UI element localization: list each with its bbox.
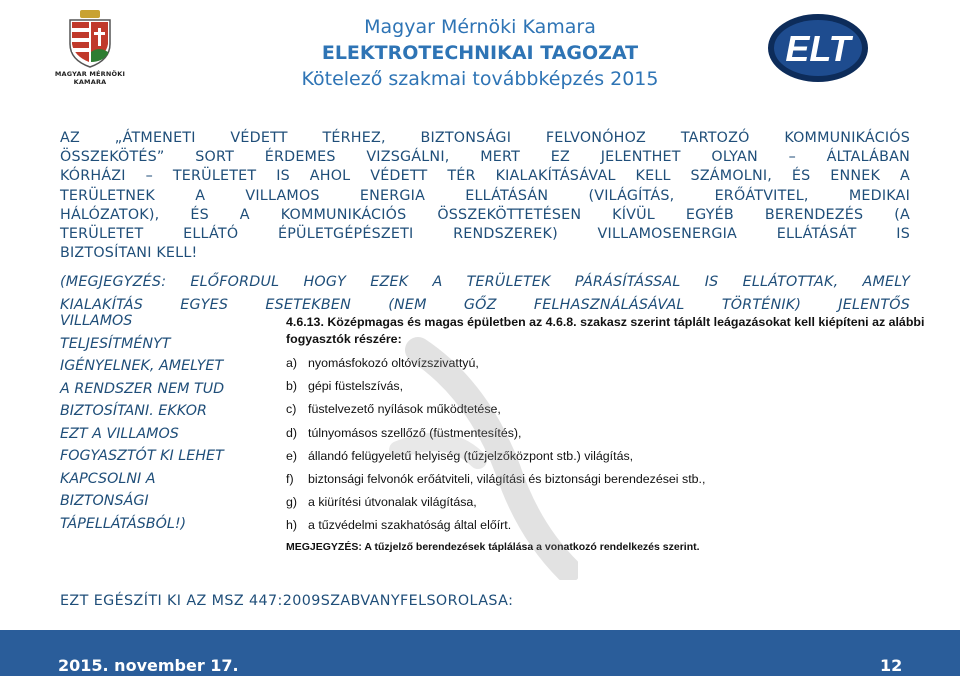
note-col-line: FOGYASZTÓT KI LEHET — [60, 448, 224, 464]
standard-excerpt — [286, 314, 946, 582]
closing-line: EZT EGÉSZÍTI KI AZ MSZ 447:2009SZABVANYFELSOROLASA: — [60, 593, 514, 609]
header-course: Kötelező szakmai továbbképzés 2015 — [301, 68, 659, 90]
body-paragraph — [60, 129, 910, 263]
coat-of-arms-icon — [66, 10, 114, 68]
note-col-line: BIZTOSÍTANI. EKKOR — [60, 403, 207, 419]
elt-logo — [766, 12, 870, 84]
note-col-line: TÁPELLÁTÁSBÓL!) — [60, 515, 187, 532]
excerpt-title: 4.6.13. Középmagas és magas épületben az 4.6.8. szakasz szerint táplált leágazásokat kell kiépíteni az alábbi — [286, 315, 925, 329]
excerpt-item: h) a tűzvédelmi szakhatóság által előírt. — [286, 518, 512, 533]
excerpt-item: f) biztonsági felvonók erőátviteli, világítási és biztonsági berendezései stb., — [286, 472, 706, 487]
body-line: KÓRHÁZI – TERÜLETET IS AHOL VÉDETT TÉR KIALAKÍTÁSÁVAL KELL SZÁMOLNI, ÉS ENNEK A — [60, 168, 910, 185]
mmk-logo — [52, 2, 128, 94]
note-col-line: KAPCSOLNI A — [60, 470, 156, 487]
excerpt-footnote: MEGJEGYZÉS: A tűzjelző berendezések táplálása a vonatkozó rendelkezés szerint. — [286, 540, 700, 553]
mmk-logo-text: MAGYAR MÉRNÖKI KAMARA — [54, 70, 126, 86]
excerpt-item: e) állandó felügyeletű helyiség (tűzjelzőközpont stb.) világítás, — [286, 448, 634, 463]
excerpt-item: b) gépi füstelszívás, — [286, 379, 404, 394]
note-column — [60, 310, 270, 535]
note-col-line: EZT A VILLAMOS — [60, 425, 179, 442]
excerpt-title-cont: fogyasztók részére: — [286, 332, 402, 346]
excerpt-item: g) a kiürítési útvonalak világítása, — [286, 495, 477, 510]
body-line: TERÜLETET ELLÁTÓ ÉPÜLETGÉPÉSZETI RENDSZEREK) VILLAMOSENERGIA ELLÁTÁSÁT IS — [60, 226, 910, 243]
note-line: (MEGJEGYZÉS: ELŐFORDUL HOGY EZEK A TERÜLETEK PÁRÁSÍTÁSSAL IS ELLÁTOTTAK, AMELY — [60, 274, 910, 290]
body-line: AZ „ÁTMENETI VÉDETT TÉRHEZ, BIZTONSÁGI FELVONÓHOZ TARTOZÓ KOMMUNIKÁCIÓS — [60, 130, 910, 146]
body-line: ÖSSZEKÖTÉS” SORT ÉRDEMES VIZSGÁLNI, MERT EZ JELENTHET OLYAN – ÁLTALÁBAN — [60, 149, 910, 166]
body-line: HÁLÓZATOK), ÉS A KOMMUNIKÁCIÓS ÖSSZEKÖTTETÉSEN KÍVÜL EGYÉB BERENDEZÉS (A — [60, 206, 910, 223]
note-col-line: VILLAMOS — [60, 313, 133, 329]
note-line: KIALAKÍTÁS EGYES ESETEKBEN (NEM GŐZ FELHASZNÁLÁSÁVAL TÖRTÉNIK) JELENTŐS — [60, 296, 910, 313]
excerpt-item: c) füstelvezető nyílások működtetése, — [286, 402, 501, 417]
page-header — [200, 14, 760, 92]
note-col-line: BIZTONSÁGI — [60, 493, 149, 509]
body-line: BIZTOSÍTANI KELL! — [60, 245, 198, 262]
note-col-line: TELJESÍTMÉNYT — [60, 335, 171, 352]
body-line: TERÜLETNEK A VILLAMOS ENERGIA ELLÁTÁSÁN (VILÁGÍTÁS, ERŐÁTVITEL, MEDIKAI — [60, 187, 910, 204]
elt-logo-text: ELT — [785, 28, 851, 69]
footer-date: 2015. november 17. — [58, 656, 239, 675]
excerpt-item: d) túlnyomásos szellőző (füstmentesítés), — [286, 425, 522, 440]
note-col-line: A RENDSZER NEM TUD — [60, 380, 225, 397]
header-org: Magyar Mérnöki Kamara — [364, 16, 596, 38]
page-number: 12 — [880, 656, 903, 675]
header-section: ELEKTROTECHNIKAI TAGOZAT — [321, 42, 639, 64]
excerpt-item: a) nyomásfokozó oltóvízszivattyú, — [286, 356, 479, 370]
elt-logo-icon — [766, 12, 870, 84]
note-col-line: IGÉNYELNEK, AMELYET — [60, 358, 224, 374]
